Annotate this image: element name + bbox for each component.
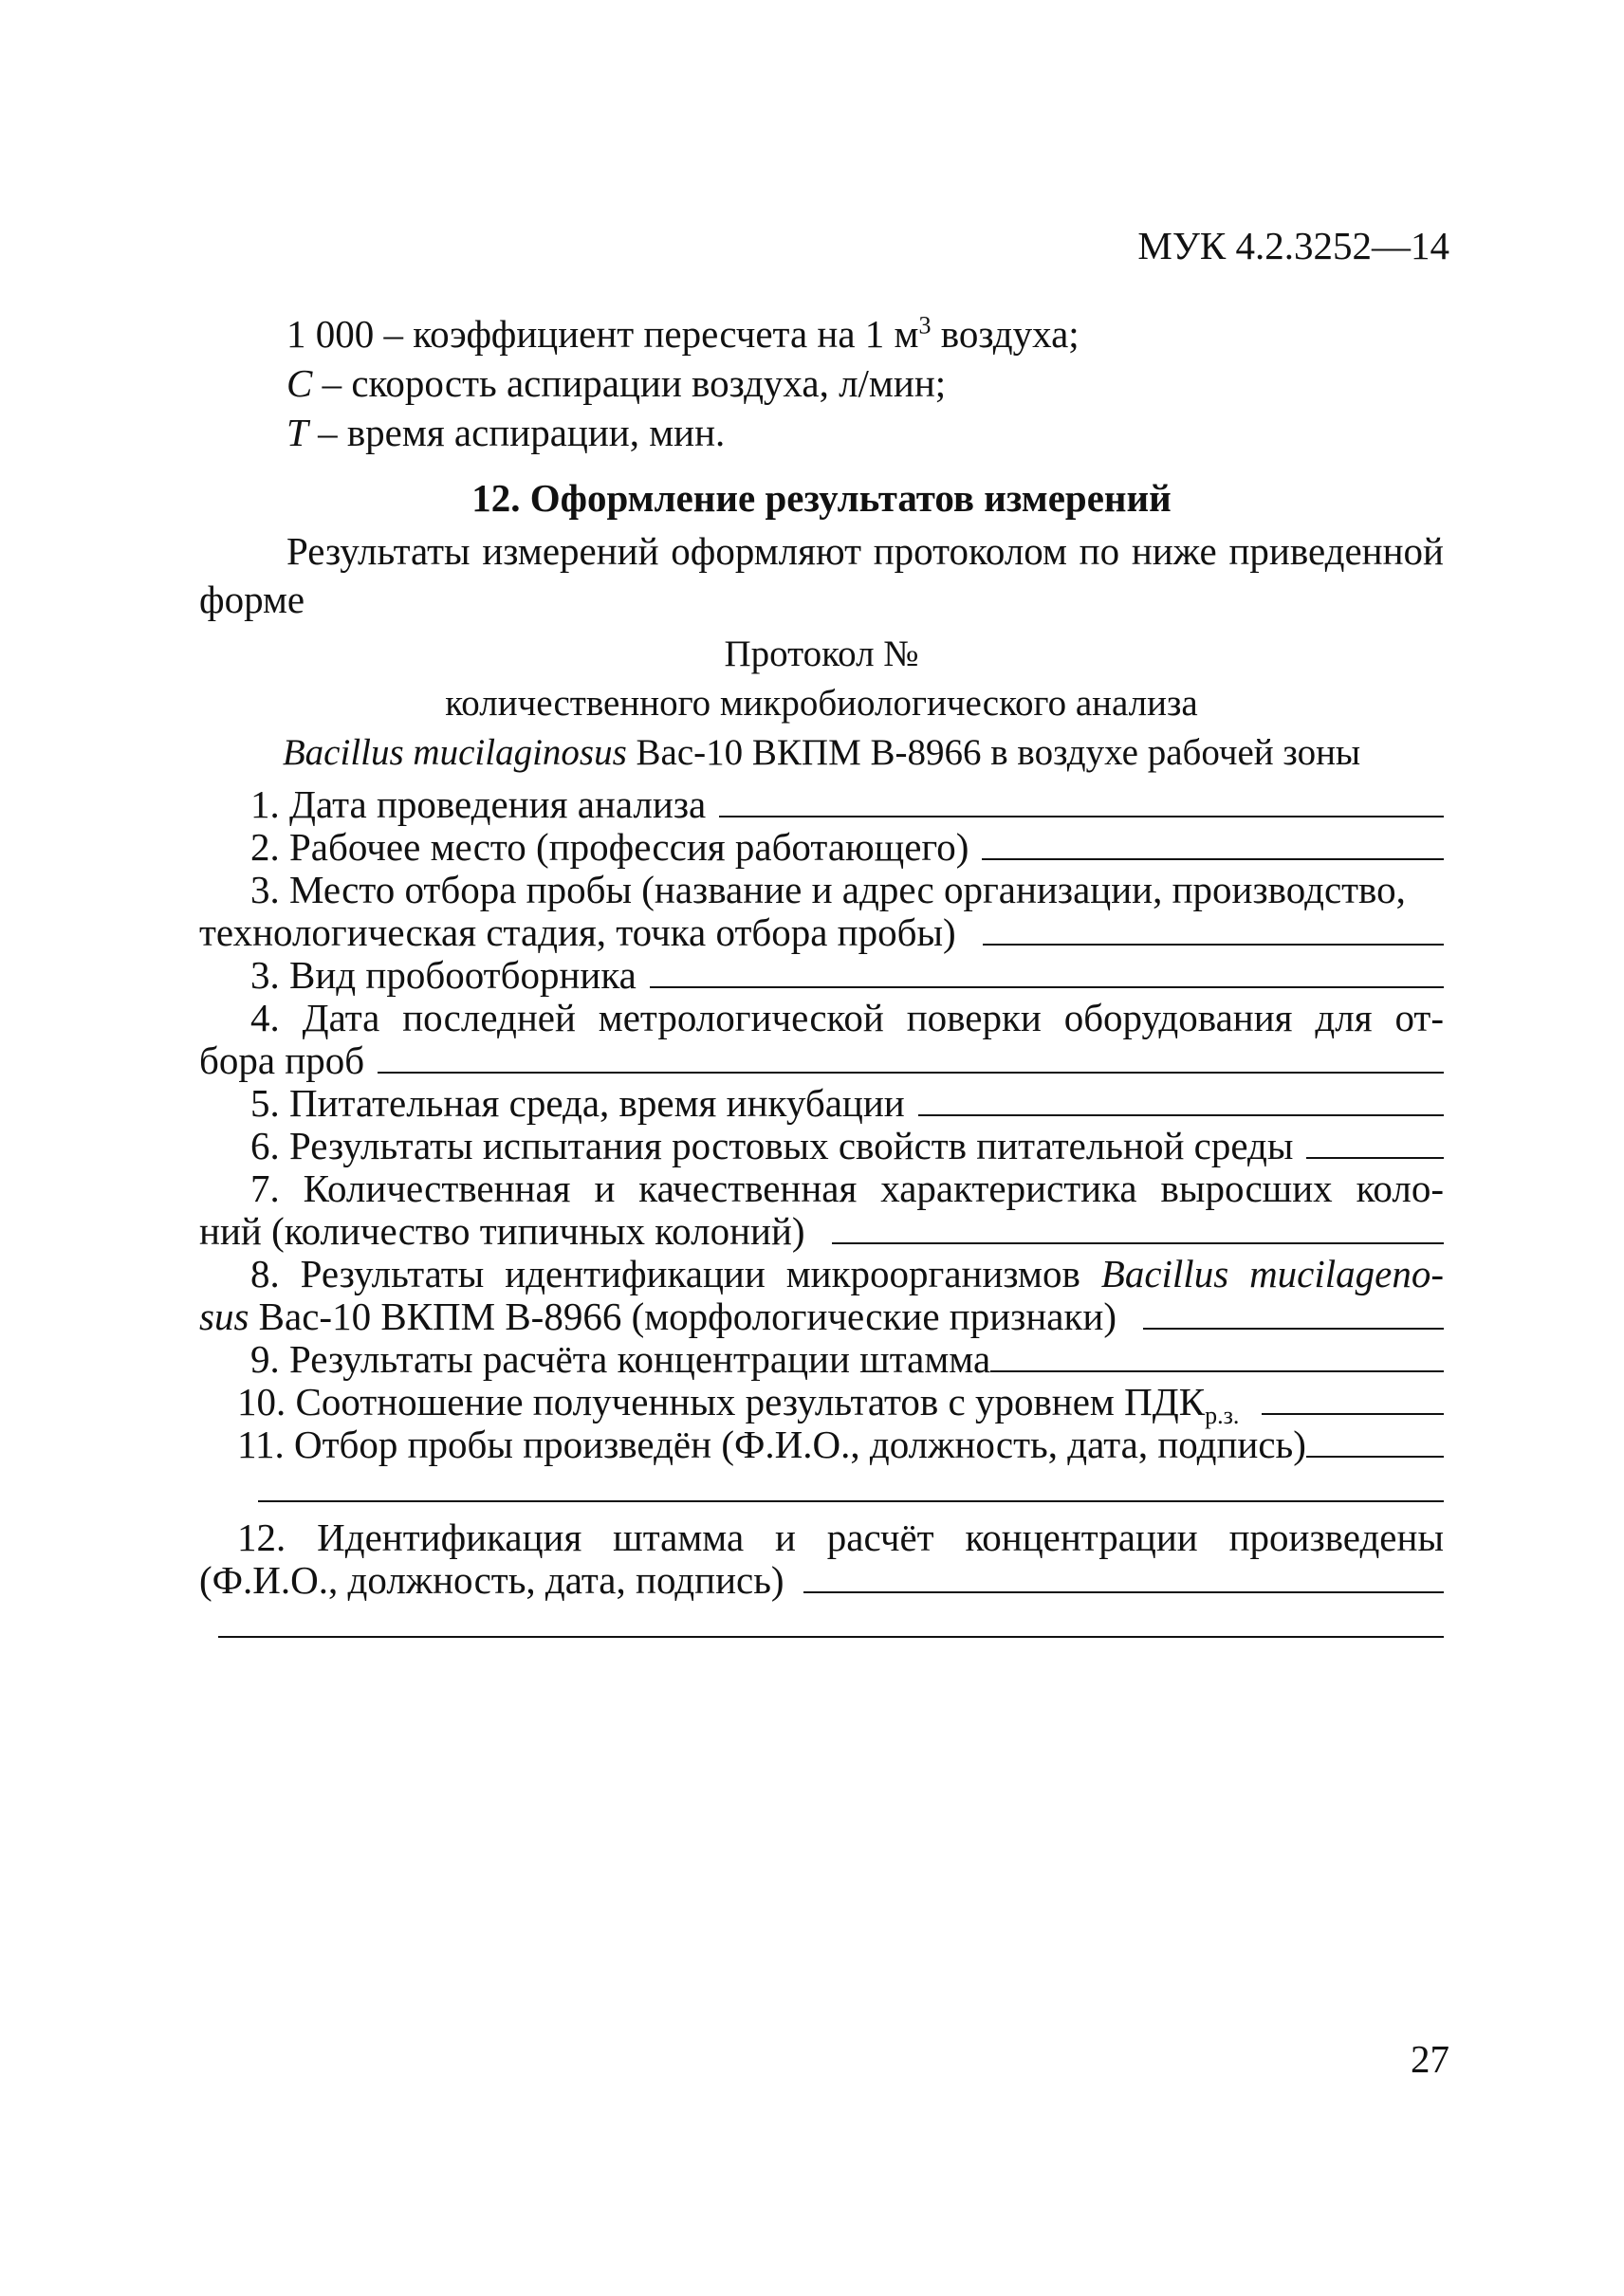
form-item-12-extra-line xyxy=(199,1602,1444,1644)
form-item-11: 11. Отбор пробы произведён (Ф.И.О., должность, дата, подпись) xyxy=(199,1424,1444,1466)
blank-line[interactable] xyxy=(803,1560,1444,1593)
form-item-8-line2: sus Bac-10 ВКПМ В-8966 (морфологические признаки) xyxy=(199,1295,1444,1338)
blank-line[interactable] xyxy=(1143,1296,1444,1330)
form-item-9: 9. Результаты расчёта концентрации штамма xyxy=(199,1338,1444,1381)
blank-line[interactable] xyxy=(218,1636,1444,1638)
blank-line[interactable] xyxy=(378,1040,1444,1074)
page-number: 27 xyxy=(1411,2037,1449,2081)
section-heading: 12. Оформление результатов измерений xyxy=(471,476,1172,520)
protocol-title: Протокол № xyxy=(724,634,919,674)
blank-line[interactable] xyxy=(650,955,1444,988)
form-item-3-line1: 3. Место отбора пробы (название и адрес организации, производство, xyxy=(250,868,1406,911)
definition-speed: C – скорость аспирации воздуха, л/мин; xyxy=(286,361,947,405)
blank-line[interactable] xyxy=(918,1083,1444,1116)
superscript-3: 3 xyxy=(918,311,932,340)
protocol-organism: Bacillus mucilaginosus Bac-10 ВКПМ В-8966 в воздухе рабочей зоны xyxy=(282,732,1361,773)
document-code: МУК 4.2.3252—14 xyxy=(1137,224,1449,267)
form-item-4-line1: 4. Дата последней метрологической поверки оборудования для от- xyxy=(250,996,1444,1039)
form-item-5: 5. Питательная среда, время инкубации xyxy=(199,1082,1444,1125)
definition-coefficient: 1 000 – коэффициент пересчета на 1 $м^3$ воздуха; xyxy=(286,311,1080,356)
form-item-10: 10. Соотношение полученных результатов с уровнем $ПДК_{р.з.}$ xyxy=(199,1381,1444,1424)
protocol-form xyxy=(199,783,1444,1644)
protocol-subtitle: количественного микробиологического анализа xyxy=(445,683,1198,724)
form-item-7-line1: 7. Количественная и качественная характеристика выросших коло- xyxy=(250,1166,1444,1210)
blank-line[interactable] xyxy=(1306,1424,1444,1458)
blank-line[interactable] xyxy=(982,827,1444,860)
blank-line[interactable] xyxy=(719,784,1444,817)
blank-line[interactable] xyxy=(258,1500,1444,1502)
form-item-6: 6. Результаты испытания ростовых свойств питательной среды xyxy=(199,1125,1444,1167)
form-item-8-line1: 8. Результаты идентификации микроорганизмов Bacillus mucilageno- xyxy=(250,1252,1445,1295)
blank-line[interactable] xyxy=(983,912,1444,946)
blank-line[interactable] xyxy=(832,1211,1444,1244)
form-item-3-sampler: 3. Вид пробоотборника xyxy=(199,954,1444,997)
blank-line[interactable] xyxy=(990,1339,1444,1372)
form-item-11-extra-line xyxy=(199,1466,1444,1509)
form-item-3-line2: технологическая стадия, точка отбора пробы) xyxy=(199,911,1444,954)
section-intro: Результаты измерений оформляют протоколом по ниже приведенной форме xyxy=(199,529,1444,621)
form-item-7-line2: ний (количество типичных колоний) xyxy=(199,1210,1444,1253)
blank-line[interactable] xyxy=(1262,1382,1444,1415)
definition-time: T – время аспирации, мин. xyxy=(286,411,726,454)
subscript-rz: р.з. xyxy=(1205,1402,1240,1430)
form-item-1: 1. Дата проведения анализа xyxy=(199,783,1444,826)
form-item-12-line1: 12. Идентификация штамма и расчёт концентрации произведены xyxy=(237,1515,1444,1559)
form-item-4-line2: бора проб xyxy=(199,1039,1444,1082)
form-item-12-line2: (Ф.И.О., должность, дата, подпись) xyxy=(199,1559,1444,1602)
form-item-2: 2. Рабочее место (профессия работающего) xyxy=(199,826,1444,869)
blank-line[interactable] xyxy=(1306,1126,1444,1159)
formula-definitions xyxy=(199,309,1444,457)
protocol-title-block xyxy=(199,630,1444,778)
